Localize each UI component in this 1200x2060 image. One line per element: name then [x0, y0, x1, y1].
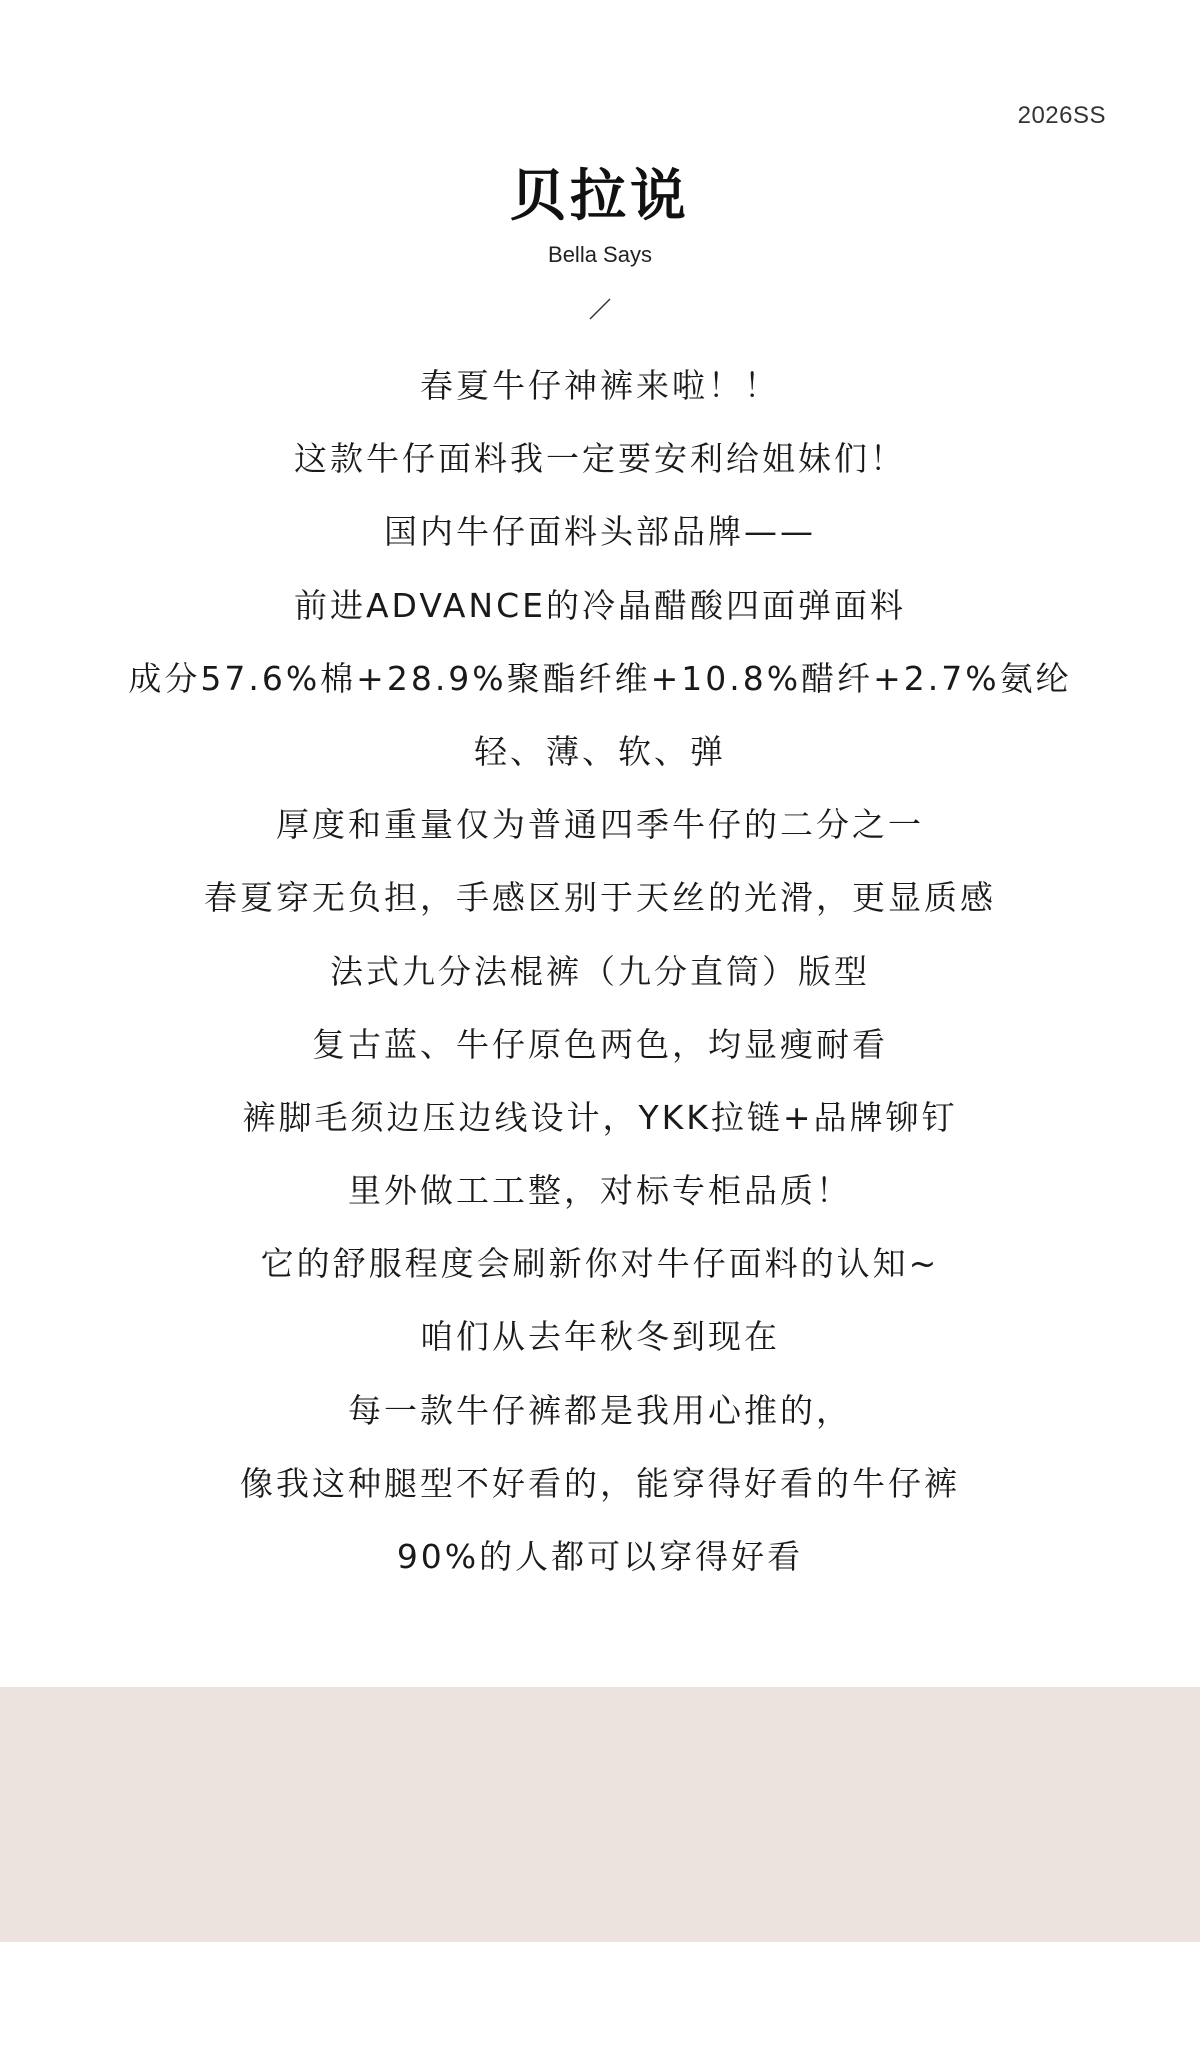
- body-line: 国内牛仔面料头部品牌——: [384, 512, 816, 552]
- body-line: 春夏穿无负担，手感区别于天丝的光滑，更显质感: [204, 878, 996, 918]
- body-line: 它的舒服程度会刷新你对牛仔面料的认知~: [260, 1244, 940, 1284]
- season-label: 2026SS: [1017, 102, 1106, 129]
- body-line: 轻、薄、软、弹: [474, 731, 726, 771]
- page-subtitle: Bella Says: [548, 242, 652, 267]
- body-line: 像我这种腿型不好看的，能穿得好看的牛仔裤: [240, 1463, 960, 1503]
- body-line: 这款牛仔面料我一定要安利给姐妹们！: [294, 439, 906, 479]
- body-line: 咱们从去年秋冬到现在: [420, 1317, 780, 1357]
- body-line: 法式九分法棍裤（九分直筒）版型: [330, 951, 870, 991]
- body-text: [0, 356, 1200, 1600]
- body-line: 复古蓝、牛仔原色两色，均显瘦耐看: [312, 1024, 888, 1064]
- body-line: 成分57.6%棉+28.9%聚酯纤维+10.8%醋纤+2.7%氨纶: [128, 658, 1072, 698]
- body-line: 每一款牛仔裤都是我用心推的，: [348, 1390, 852, 1430]
- page-title: 贝拉说: [510, 164, 690, 229]
- body-line: 90%的人都可以穿得好看: [396, 1537, 804, 1576]
- slash-divider: [589, 298, 611, 320]
- body-line: 春夏牛仔神裤来啦！！: [420, 366, 780, 405]
- body-line: 裤脚毛须边压边线设计，YKK拉链+品牌铆钉: [242, 1097, 958, 1137]
- body-line: 前进ADVANCE的冷晶醋酸四面弹面料: [293, 585, 907, 625]
- beige-band: [0, 1687, 1200, 1942]
- body-line: 厚度和重量仅为普通四季牛仔的二分之一: [276, 805, 924, 845]
- body-line: 里外做工工整，对标专柜品质！: [348, 1171, 852, 1211]
